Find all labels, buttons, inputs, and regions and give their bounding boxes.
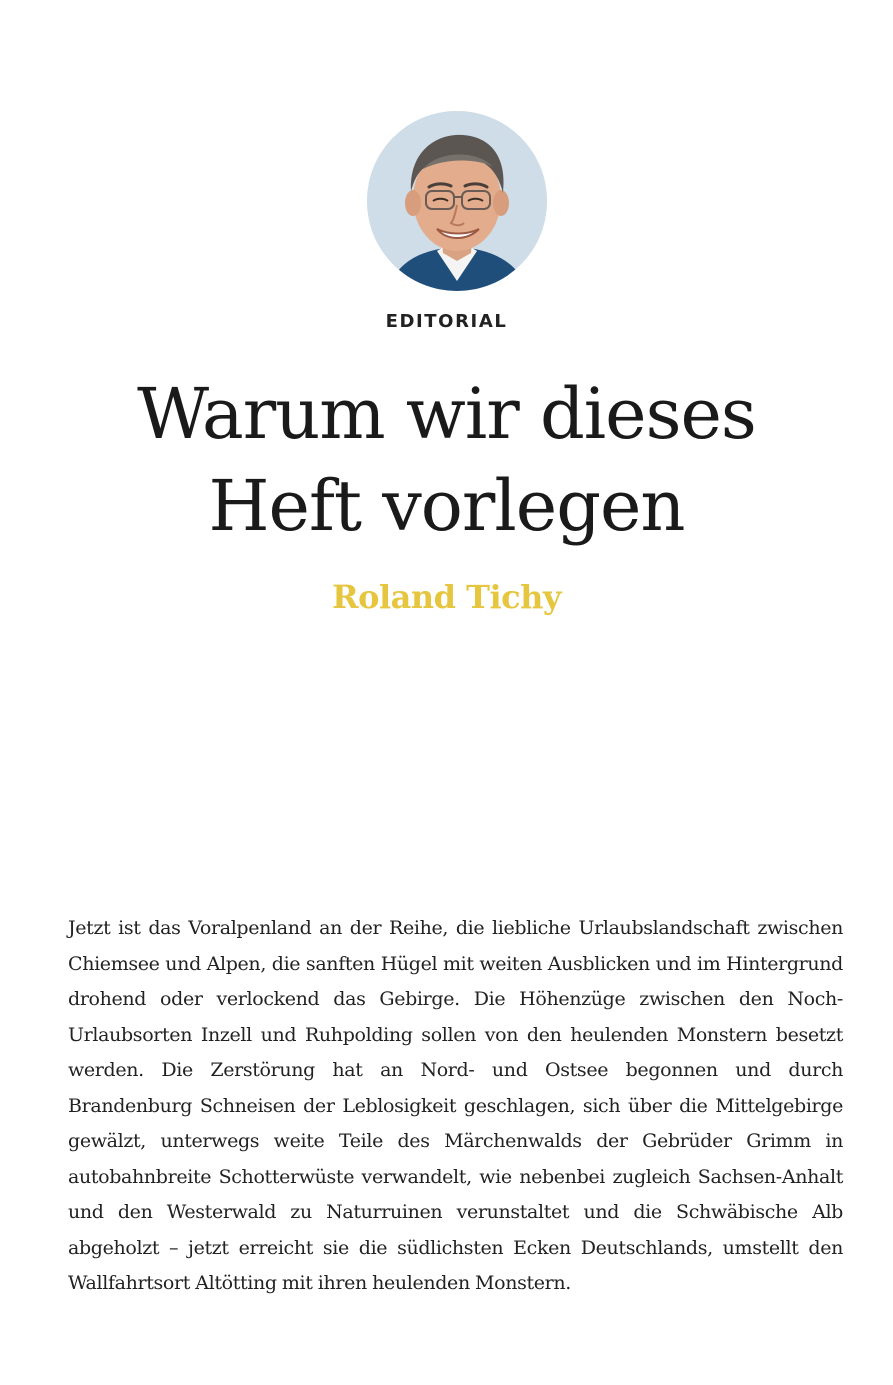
section-label: EDITORIAL [385,311,508,332]
headline-line-2: Heft vorlegen [208,465,685,547]
author-portrait-illustration [367,111,547,291]
headline-line-1: Warum wir dieses [137,373,756,455]
author-name: Roland Tichy [332,578,561,616]
article-body: Jetzt ist das Voralpenland an der Reihe, die liebliche Urlaubslandschaft zwischen Chiemsee und Alpen, die sanften Hügel mit weiten Ausblicken und im Hintergrund drohend oder verlockend das Gebirge. Die Höhenzüge zwischen den Noch-Urlaubsorten Inzell und Ruhpolding sollen von den heulenden Monstern besetzt werden. Die Zerstörung hat an Nord- und Ostsee begonnen und durch Brandenburg Schneisen der Leblosigkeit geschlagen, sich über die Mittelgebirge gewälzt, unterwegs weite Teile des Märchenwalds der Gebrüder Grimm in autobahnbreite Schotterwüste verwandelt, wie nebenbei zugleich Sachsen-Anhalt und den Westerwald zu Naturruinen verunstaltet und die Schwäbische Alb abgeholzt – jetzt erreicht sie die südlichsten Ecken Deutschlands, umstellt den Wallfahrtsort Altötting mit ihren heulenden Monstern. [68,917,843,1294]
headline [0,368,893,552]
author-portrait [367,111,547,291]
